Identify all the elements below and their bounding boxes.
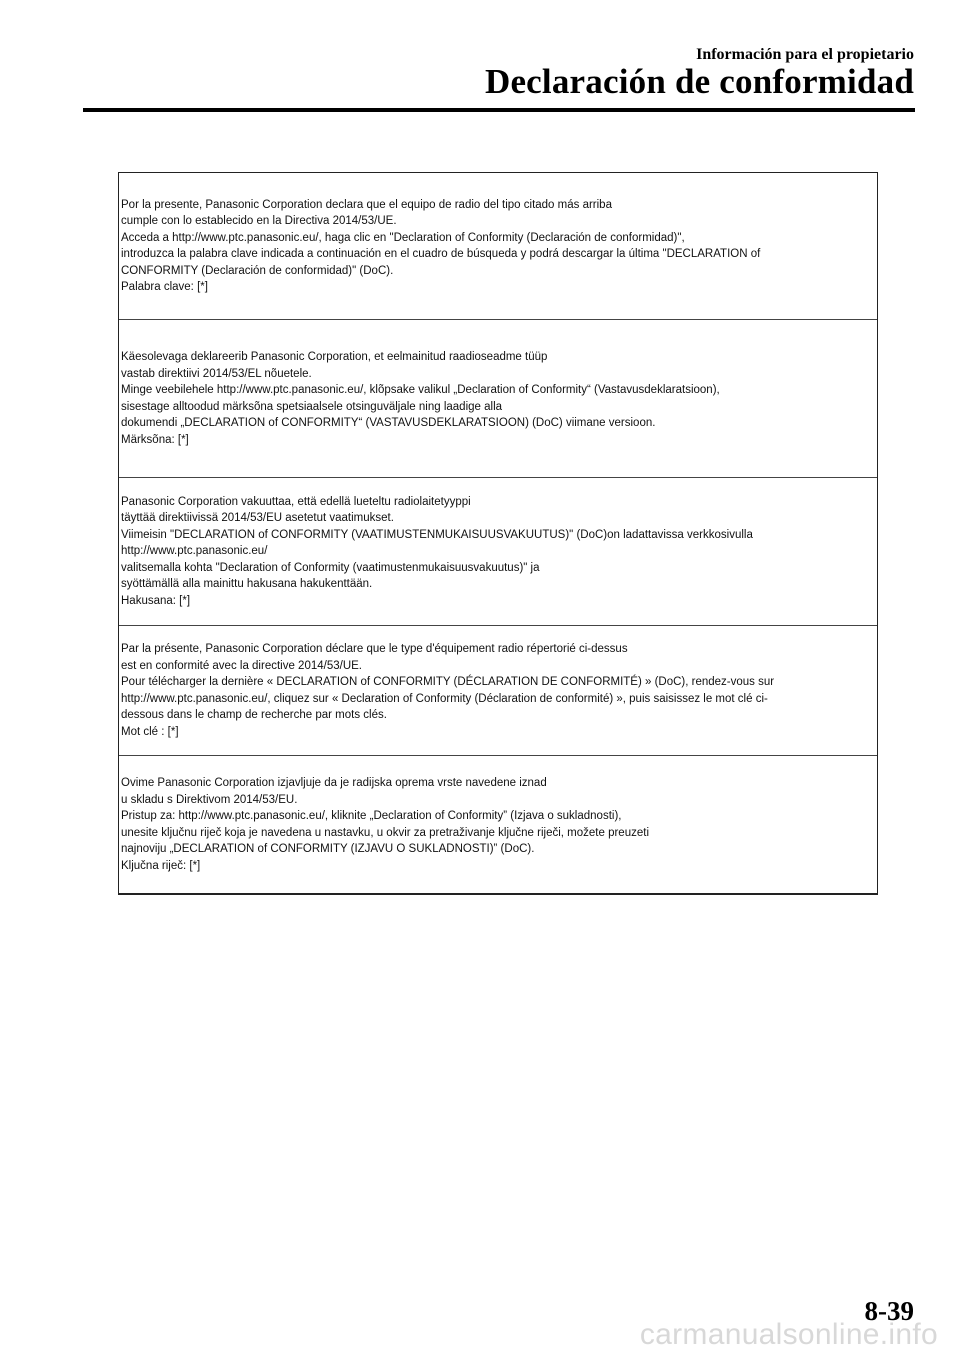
declaration-line: Por la presente, Panasonic Corporation declara que el equipo de radio del tipo citado más arriba bbox=[121, 198, 612, 211]
declaration-line: cumple con lo establecido en la Directiva 2014/53/UE. bbox=[121, 215, 397, 227]
header-divider bbox=[83, 108, 915, 112]
declaration-line: http://www.ptc.panasonic.eu/ bbox=[121, 545, 268, 558]
section-subtitle: Información para el propietario bbox=[696, 46, 914, 63]
declaration-line: http://www.ptc.panasonic.eu/, cliquez sur « Declaration of Conformity (Déclaration de conformité) », puis saisissez le mot clé ci- bbox=[121, 692, 768, 705]
declaration-line: Hakusana: [*] bbox=[121, 594, 191, 607]
declaration-line: Panasonic Corporation vakuuttaa, että edellä lueteltu radiolaitetyyppi bbox=[121, 495, 471, 508]
declaration-line: dokumendi „DECLARATION of CONFORMITY“ (VASTAVUSDEKLARATSIOON) (DoC) viimane versioon. bbox=[121, 417, 656, 429]
declaration-line: valitsemalla kohta "Declaration of Conformity (vaatimustenmukaisuusvakuutus)" ja bbox=[121, 561, 540, 574]
declaration-line: u skladu s Direktivom 2014/53/EU. bbox=[121, 793, 298, 806]
declaration-row-fi bbox=[119, 478, 877, 626]
declaration-line: täyttää direktiivissä 2014/53/EU asetetut vaatimukset. bbox=[121, 512, 394, 525]
declaration-line: dessous dans le champ de recherche par mots clés. bbox=[121, 709, 387, 721]
declaration-line: Pristup za: http://www.ptc.panasonic.eu/, kliknite „Declaration of Conformity” (Izjava o sukladnosti), bbox=[121, 810, 622, 822]
declaration-row-es bbox=[119, 173, 877, 320]
declaration-line: Acceda a http://www.ptc.panasonic.eu/, haga clic en "Declaration of Conformity (Declaración de conformidad)", bbox=[121, 231, 685, 244]
declarations-table bbox=[118, 172, 878, 895]
declaration-line: syöttämällä alla mainittu hakusana hakukenttään. bbox=[121, 578, 373, 591]
declaration-line: Mot clé : [*] bbox=[121, 725, 179, 738]
declaration-line: Märksõna: [*] bbox=[121, 433, 189, 446]
declaration-line: Minge veebilehele http://www.ptc.panasonic.eu/, klõpsake valikul „Declaration of Conformity“ (Vastavusdeklaratsioon), bbox=[121, 384, 720, 396]
page-number: 8-39 bbox=[864, 1296, 914, 1326]
declaration-row-hr bbox=[119, 756, 877, 893]
declaration-line: najnoviju „DECLARATION of CONFORMITY (IZJAVU O SUKLADNOSTI)” (DoC). bbox=[121, 843, 535, 855]
page-title: Declaración de conformidad bbox=[484, 62, 914, 101]
declaration-line: Palabra clave: [*] bbox=[121, 281, 208, 293]
declaration-row-et bbox=[119, 320, 877, 478]
declaration-line: sisestage alltoodud märksõna spetsiaalsele otsinguväljale ning laadige alla bbox=[121, 400, 503, 413]
declaration-line: vastab direktiivi 2014/53/EL nõuetele. bbox=[121, 367, 312, 380]
declaration-line: unesite ključnu riječ koja je navedena u nastavku, u okvir za pretraživanje ključne riječi, možete preuzeti bbox=[121, 826, 649, 839]
declaration-line: introduzca la palabra clave indicada a continuación en el cuadro de búsqueda y podrá descargar la última "DECLARATION of bbox=[121, 248, 761, 260]
declaration-line: Pour télécharger la dernière « DECLARATION of CONFORMITY (DÉCLARATION DE CONFORMITÉ) » (DoC), rendez-vous sur bbox=[121, 676, 775, 688]
declaration-line: Ovime Panasonic Corporation izjavljuje da je radijska oprema vrste navedene iznad bbox=[121, 777, 547, 789]
watermark: carmanualsonline.info bbox=[639, 1318, 938, 1351]
declaration-line: Viimeisin "DECLARATION of CONFORMITY (VAATIMUSTENMUKAISUUSVAKUUTUS)" (DoC)on ladattavissa verkkosivulla bbox=[121, 528, 753, 541]
declaration-row-fr bbox=[119, 626, 877, 756]
declaration-line: est en conformité avec la directive 2014/53/UE. bbox=[121, 659, 362, 672]
declaration-line: Ključna riječ: [*] bbox=[121, 859, 201, 872]
declaration-line: CONFORMITY (Declaración de conformidad)" (DoC). bbox=[121, 264, 394, 277]
declaration-line: Par la présente, Panasonic Corporation déclare que le type d'équipement radio répertorié ci-dessus bbox=[121, 643, 628, 655]
declaration-line: Käesolevaga deklareerib Panasonic Corporation, et eelmainitud raadioseadme tüüp bbox=[121, 351, 548, 363]
